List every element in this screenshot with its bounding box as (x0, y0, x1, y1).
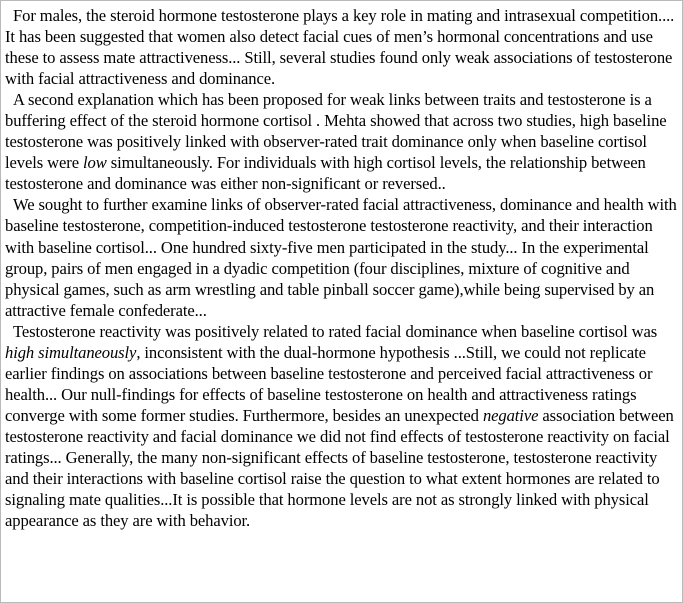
paragraph-4-italic-negative: negative (482, 405, 539, 425)
paragraph-4-text-b: , inconsistent with the dual-hormone hypothesis ...Still, we could not replicate earlier findings on associations between baseline testosterone and perceived facial attractiveness or health... Our null-findings for effects of baseline testosterone on health and attractiveness ratings converge with some former studies. Furthermore, besides an unexpected (5, 342, 653, 425)
paragraph-1-text: For males, the steroid hormone testosterone plays a key role in mating and intrasexual competition.... It has been suggested that women also detect facial cues of men’s hormonal concentrations and use these to assess mate attractiveness... Still, several studies found only weak associations of testosterone with facial attractiveness and dominance. (5, 6, 675, 89)
paragraph-4-text-a: Testosterone reactivity was positively related to rated facial dominance when baseline cortisol was (13, 321, 658, 341)
paragraph-4-italic-high-simultaneously: high simultaneously (5, 342, 137, 362)
excerpt-text (5, 5, 681, 531)
paragraph-2-italic-low: low (83, 153, 107, 173)
paragraph-2 (5, 89, 681, 194)
paragraph-4-text-c: association between testosterone reactivity and facial dominance we did not find effects of testosterone reactivity on facial ratings... Generally, the many non-significant effects of baseline testosterone, testosterone reactivity and their interactions with baseline cortisol raise the question to what extent hormones are related to signaling mate qualities...It is possible that hormone levels are not as strongly linked with physical appearance as they are with behavior. (5, 405, 674, 531)
paragraph-2-text-b: simultaneously. For individuals with high cortisol levels, the relationship between testosterone and dominance was either non-significant or reversed.. (5, 153, 646, 194)
paragraph-3-text: We sought to further examine links of observer-rated facial attractiveness, dominance and health with baseline testosterone, competition-induced testosterone testosterone reactivity, and their interaction with baseline cortisol... One hundred sixty-five men participated in the study... In the experimental group, pairs of men engaged in a dyadic competition (four disciplines, mixture of cognitive and physical games, such as arm wrestling and table pinball soccer game),while being supervised by an attractive female confederate... (5, 195, 677, 320)
paragraph-1 (5, 5, 681, 89)
paragraph-3 (5, 194, 681, 320)
paragraph-4 (5, 321, 681, 531)
paragraph-2-text-a: A second explanation which has been proposed for weak links between traits and testosterone is a buffering effect of the steroid hormone cortisol . Mehta showed that across two studies, high baseline testosterone was positively linked with observer-rated trait dominance only when baseline cortisol levels were (5, 90, 667, 173)
